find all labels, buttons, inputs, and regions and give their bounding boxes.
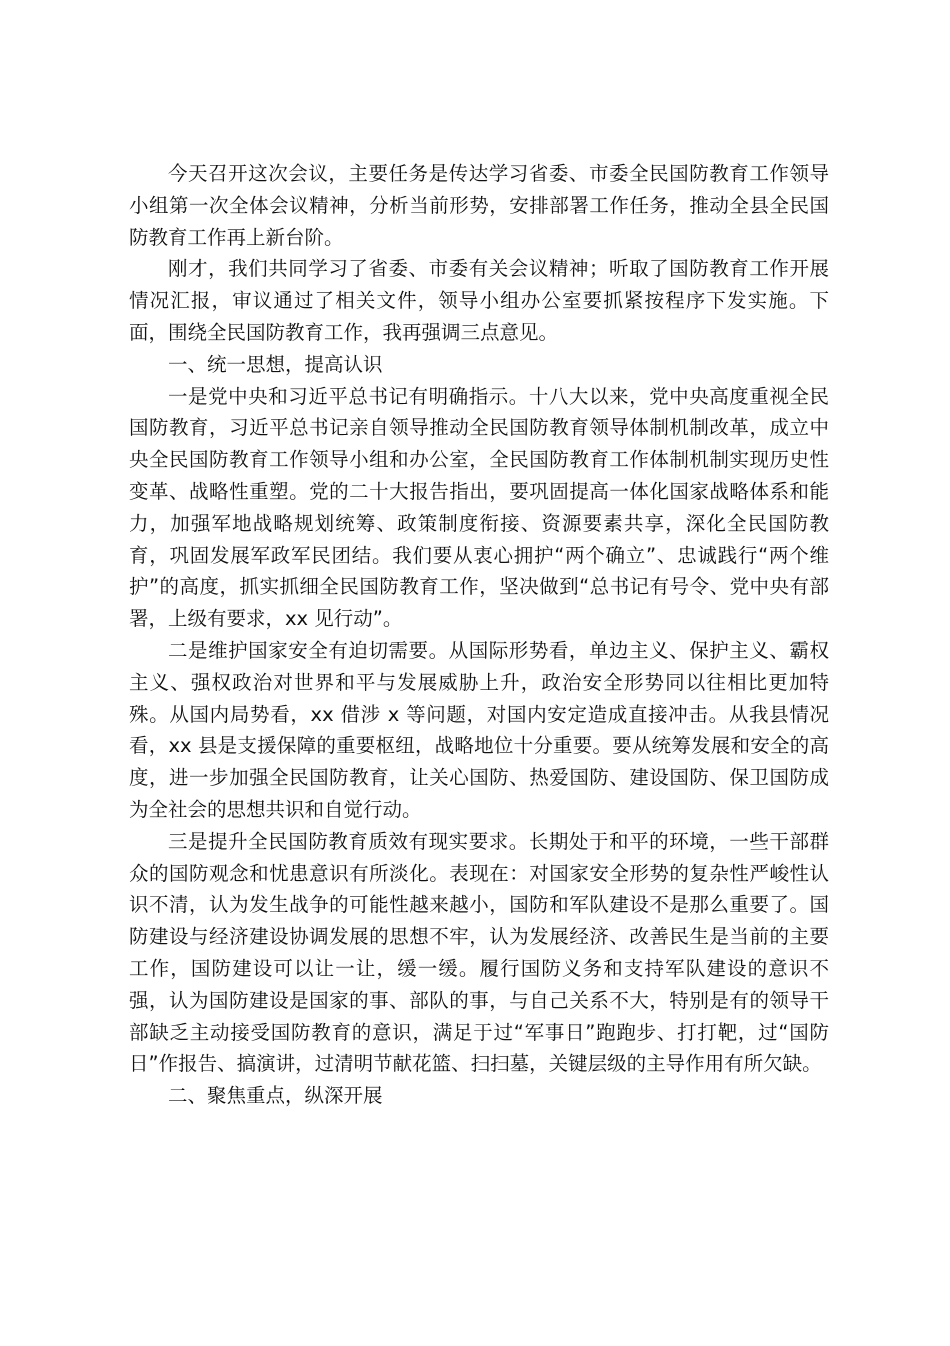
paragraph-intro: 今天召开这次会议，主要任务是传达学习省委、市委全民国防教育工作领导小组第一次全体会议精神，分析当前形势，安排部署工作任务，推动全县全民国防教育工作再上新台阶。 <box>129 162 829 249</box>
section-heading-1: 一、统一思想，提高认识 <box>168 352 383 376</box>
paragraph-point-3: 三是提升全民国防教育质效有现实要求。长期处于和平的环境，一些干部群众的国防观念和忧患意识有所淡化。表现在：对国家安全形势的复杂性严峻性认识不清，认为发生战争的可能性越来越小，国防和军队建设不是那么重要了。国防建设与经济建设协调发展的思想不牢，认为发展经济、改善民生是当前的主要工作，国防建设可以让一让，缓一缓。履行国防义务和支持军队建设的意识不强，认为国防建设是国家的事、部队的事，与自己关系不大，特别是有的领导干部缺乏主动接受国防教育的意识，满足于过“军事日”跑跑步、打打靶，过“国防日”作报告、搞演讲，过清明节献花篮、扫扫墓，关键层级的主导作用有所欠缺。 <box>129 829 829 1076</box>
paragraph-point-2: 二是维护国家安全有迫切需要。从国际形势看，单边主义、保护主义、霸权主义、强权政治对世界和平与发展威胁上升，政治安全形势同以往相比更加特殊。从国内局势看，xx 借涉 x 等问题，对国内安定造成直接冲击。从我县情况看，xx 县是支援保障的重要枢纽，战略地位十分重要。要从统筹发展和安全的高度，进一步加强全民国防教育，让关心国防、热爱国防、建设国防、保卫国防成为全社会的思想共识和自觉行动。 <box>129 638 829 821</box>
paragraph-summary: 刚才，我们共同学习了省委、市委有关会议精神；听取了国防教育工作开展情况汇报，审议通过了相关文件，领导小组办公室要抓紧按程序下发实施。下面，围绕全民国防教育工作，我再强调三点意见。 <box>129 257 829 344</box>
section-heading-2: 二、聚焦重点，纵深开展 <box>168 1084 383 1108</box>
paragraph-point-1: 一是党中央和习近平总书记有明确指示。十八大以来，党中央高度重视全民国防教育，习近平总书记亲自领导推动全民国防教育领导体制机制改革，成立中央全民国防教育工作领导小组和办公室，全民国防教育工作体制机制实现历史性变革、战略性重塑。党的二十大报告指出，要巩固提高一体化国家战略体系和能力，加强军地战略规划统筹、政策制度衔接、资源要素共享，深化全民国防教育，巩固发展军政军民团结。我们要从衷心拥护“两个确立”、忠诚践行“两个维护”的高度，抓实抓细全民国防教育工作，坚决做到“总书记有号令、党中央有部署，上级有要求，xx 见行动”。 <box>129 384 829 631</box>
document-body <box>129 158 829 1112</box>
